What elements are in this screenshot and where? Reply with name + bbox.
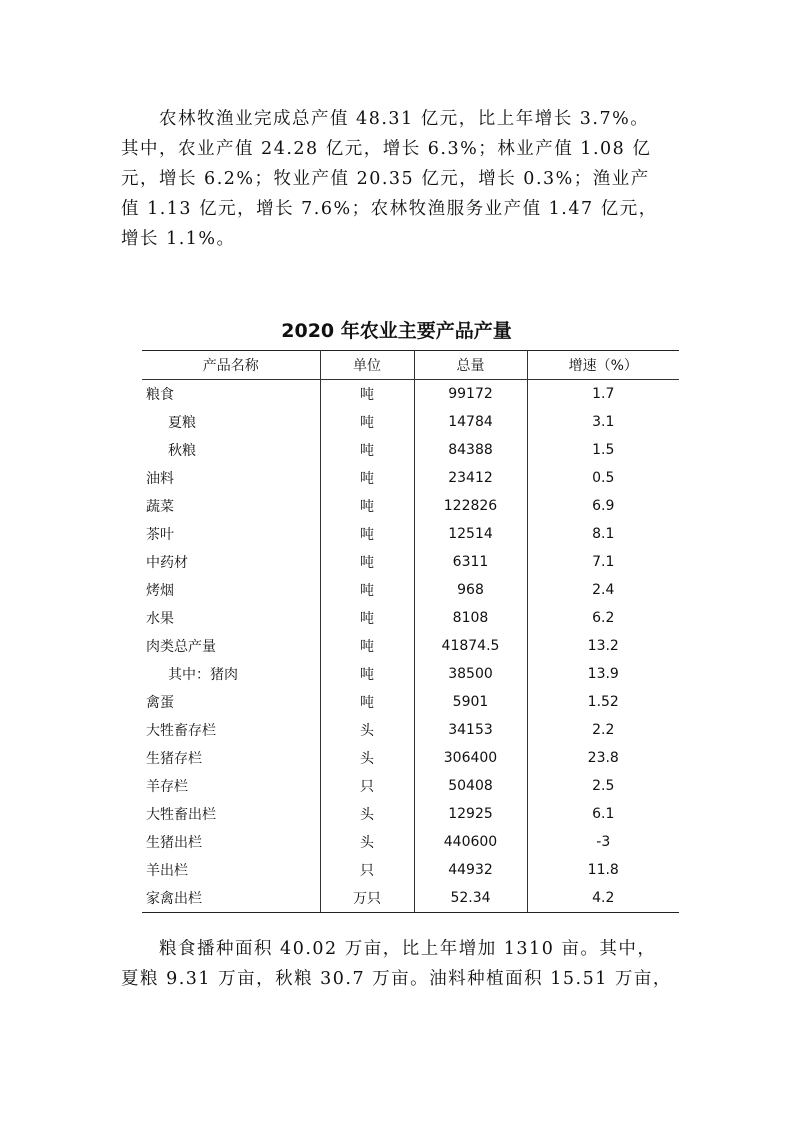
cell-product-name: 烤烟 [142,576,320,604]
cell-growth: 2.2 [527,716,679,744]
table-row [142,632,679,660]
cell-total: 440600 [414,828,527,856]
cell-growth: 6.9 [527,492,679,520]
paragraph-line: 其中，农业产值 24.28 亿元，增长 6.3%；林业产值 1.08 亿 [121,139,652,159]
cell-unit: 只 [320,772,414,800]
cell-total: 14784 [414,408,527,436]
cell-unit: 头 [320,744,414,772]
cell-growth: 7.1 [527,548,679,576]
table-row [142,772,679,800]
cell-total: 99172 [414,380,527,409]
cell-total: 50408 [414,772,527,800]
table-row [142,380,679,409]
paragraph-line: 元，增长 6.2%；牧业产值 20.35 亿元，增长 0.3%；渔业产 [121,169,650,189]
table-row [142,688,679,716]
header-growth: 增速（%） [527,351,679,380]
header-total: 总量 [414,351,527,380]
cell-total: 34153 [414,716,527,744]
table-row [142,604,679,632]
cell-growth: 23.8 [527,744,679,772]
table-body [142,380,679,913]
cell-total: 8108 [414,604,527,632]
cell-total: 306400 [414,744,527,772]
table-header-row [142,351,679,380]
cell-unit: 吨 [320,548,414,576]
paragraph-line: 粮食播种面积 40.02 万亩，比上年增加 1310 亩。其中， [121,939,657,959]
cell-unit: 吨 [320,492,414,520]
cell-product-name: 羊存栏 [142,772,320,800]
cell-growth: 13.2 [527,632,679,660]
table-row [142,744,679,772]
cell-unit: 吨 [320,436,414,464]
cell-unit: 吨 [320,632,414,660]
cell-growth: 1.52 [527,688,679,716]
cell-total: 968 [414,576,527,604]
cell-total: 5901 [414,688,527,716]
intro-paragraph [121,104,677,254]
table-row [142,548,679,576]
table-row [142,884,679,913]
cell-product-name: 夏粮 [142,408,320,436]
header-product-name: 产品名称 [142,351,320,380]
cell-product-name: 粮食 [142,380,320,409]
cell-product-name: 家禽出栏 [142,884,320,913]
paragraph-line: 夏粮 9.31 万亩，秋粮 30.7 万亩。油料种植面积 15.51 万亩， [121,969,672,989]
closing-paragraph [121,934,677,994]
cell-product-name: 大牲畜出栏 [142,800,320,828]
table-row [142,800,679,828]
cell-total: 52.34 [414,884,527,913]
cell-growth: 1.7 [527,380,679,409]
cell-product-name: 其中：猪肉 [142,660,320,688]
cell-growth: 3.1 [527,408,679,436]
agri-output-table [142,350,679,913]
cell-product-name: 秋粮 [142,436,320,464]
cell-unit: 吨 [320,380,414,409]
cell-unit: 吨 [320,576,414,604]
table-row [142,520,679,548]
cell-total: 38500 [414,660,527,688]
cell-product-name: 羊出栏 [142,856,320,884]
cell-unit: 吨 [320,464,414,492]
cell-total: 122826 [414,492,527,520]
cell-total: 12925 [414,800,527,828]
cell-product-name: 肉类总产量 [142,632,320,660]
cell-product-name: 禽蛋 [142,688,320,716]
cell-unit: 万只 [320,884,414,913]
cell-product-name: 蔬菜 [142,492,320,520]
table-title: 2020 年农业主要产品产量 [281,320,512,342]
cell-total: 12514 [414,520,527,548]
cell-unit: 吨 [320,660,414,688]
cell-growth: 0.5 [527,464,679,492]
cell-growth: 1.5 [527,436,679,464]
table-row [142,436,679,464]
cell-growth: 6.2 [527,604,679,632]
cell-product-name: 油料 [142,464,320,492]
cell-unit: 吨 [320,688,414,716]
header-unit: 单位 [320,351,414,380]
cell-growth: 6.1 [527,800,679,828]
table-row [142,576,679,604]
cell-total: 6311 [414,548,527,576]
cell-product-name: 生猪存栏 [142,744,320,772]
cell-growth: 8.1 [527,520,679,548]
cell-total: 84388 [414,436,527,464]
cell-total: 41874.5 [414,632,527,660]
table-row [142,408,679,436]
cell-unit: 吨 [320,520,414,548]
cell-growth: 11.8 [527,856,679,884]
paragraph-line: 农林牧渔业完成总产值 48.31 亿元，比上年增长 3.7%。 [121,109,650,129]
cell-product-name: 生猪出栏 [142,828,320,856]
table-row [142,660,679,688]
cell-product-name: 大牲畜存栏 [142,716,320,744]
table-row [142,716,679,744]
cell-unit: 头 [320,716,414,744]
cell-growth: 4.2 [527,884,679,913]
cell-unit: 吨 [320,408,414,436]
cell-unit: 头 [320,800,414,828]
cell-unit: 只 [320,856,414,884]
cell-growth: 2.5 [527,772,679,800]
table-row [142,492,679,520]
cell-growth: 13.9 [527,660,679,688]
table-row [142,464,679,492]
cell-growth: -3 [527,828,679,856]
table-row [142,828,679,856]
paragraph-line: 值 1.13 亿元，增长 7.6%；农林牧渔服务业产值 1.47 亿元， [121,199,658,219]
cell-total: 44932 [414,856,527,884]
paragraph-line: 增长 1.1%。 [121,229,236,249]
table-row [142,856,679,884]
cell-product-name: 中药材 [142,548,320,576]
cell-total: 23412 [414,464,527,492]
cell-unit: 吨 [320,604,414,632]
cell-unit: 头 [320,828,414,856]
cell-product-name: 水果 [142,604,320,632]
cell-product-name: 茶叶 [142,520,320,548]
cell-growth: 2.4 [527,576,679,604]
